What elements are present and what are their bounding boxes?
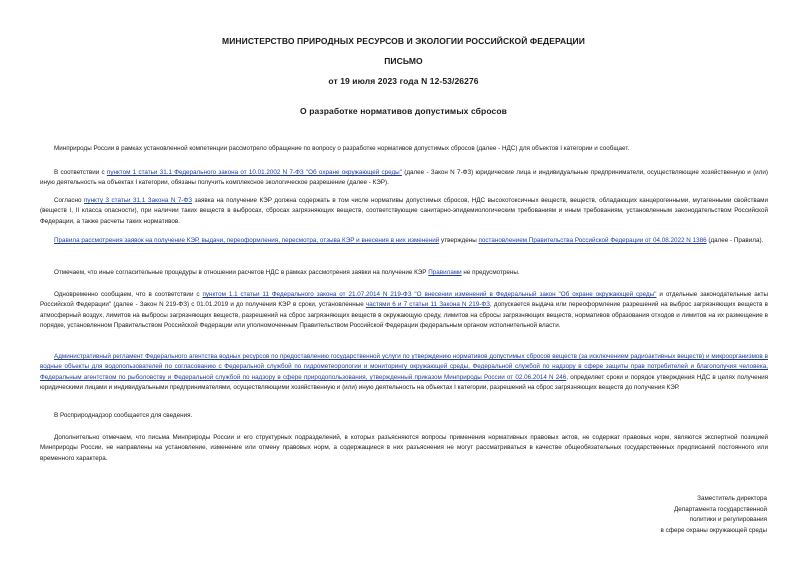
paragraph-2	[40, 168, 768, 189]
paragraph-text: Минприроды России в рамках установленной компетенции рассмотрело обращение по вопросу о разработке нормативов допустимых сбросов (далее - НДС) для объектов I категории и сообщает.	[54, 145, 630, 152]
paragraph-text: не предусмотрены.	[461, 269, 520, 276]
paragraph-3	[40, 196, 768, 227]
signature-line: Заместитель директора	[697, 495, 767, 502]
paragraph-text: (далее - Закон N 7-ФЗ) юридические лица и индивидуальные предприниматели, осуществляющие хозяйственную и (или) иную деятельность на объектах I категории, обязаны получить комплексное экологическое разрешение (далее - КЭР).	[40, 169, 768, 187]
signature-line: политики и регулирования	[689, 516, 767, 524]
paragraph-text: Отмечаем, что иные согласительные процедуры в отношении расчетов НДС в рамках рассмотрения заявки на получение КЭР	[54, 269, 429, 276]
paragraph-4	[40, 236, 768, 246]
paragraph-text: , определяет сроки и порядок утверждения НДС в целях получения юридическими лицами и индивидуальными предпринимателями, осуществляющими хозяйственную и (или) иную деятельность на объектах I категории, разрешений на сброс загрязняющих веществ до получения КЭР.	[40, 373, 768, 392]
paragraph-text: и отдельные законодательные акты Российской Федерации" (далее - Закон N 219-ФЗ) с 01.01.2019 и до получения КЭР в сроки, установленные	[40, 291, 769, 309]
paragraph-9	[40, 433, 768, 464]
rules-short-link[interactable]: Правилами	[428, 269, 462, 276]
paragraph-text: утверждены	[439, 237, 479, 244]
paragraph-8	[40, 411, 768, 421]
paragraph-6	[40, 290, 768, 332]
paragraph-text: заявка на получение КЭР должна содержать в том числе нормативы допустимых сбросов, НДС высокотоксичных веществ, веществ, обладающих канцерогенными, мутагенными свойствами (веществ I, II класса опасности), при наличии таких веществ в выбросах, сбросах загрязняющих веществ, соответствующие санитарно-эпидемиологическим требованиям и иным требованиям, установленным законодательством Российской Федерации, а также расчеты таких нормативов.	[40, 197, 768, 225]
paragraph-5	[40, 268, 768, 278]
ministry-title: МИНИСТЕРСТВО ПРИРОДНЫХ РЕСУРСОВ И ЭКОЛОГИИ РОССИЙСКОЙ ФЕДЕРАЦИИ	[222, 36, 585, 46]
paragraph-text: В соответствии с	[54, 169, 107, 176]
law-link-7fz-art31-1-p1[interactable]: пунктом 1 статьи 31.1 Федерального закона от 10.01.2002 N 7-ФЗ "Об охране окружающей среды"	[106, 169, 402, 176]
paragraph-7	[40, 352, 768, 394]
paragraph-text: (далее - Правила).	[706, 237, 764, 244]
document-type: ПИСЬМО	[384, 56, 423, 66]
law-link-219fz-art11-p1-1[interactable]: пунктом 1.1 статьи 11 Федерального закона от 21.07.2014 N 219-ФЗ "О внесении изменений в Федеральный закон "Об охране окружающей среды"	[202, 291, 657, 298]
paragraph-text: , допускается выдача или переоформление разрешений на выброс загрязняющих веществ в атмосферный воздух, лимитов на выбросы загрязняющих веществ, разрешений на сброс загрязняющих веществ в окружающую среду, лимитов на сбросы загрязняющих веществ, нормативов образования отходов и лимитов на их размещение в порядке, установленном Правительством Российской Федерации или уполномоченным Правительством Российской Федерации федеральным органом исполнительной власти.	[40, 301, 768, 330]
rules-link[interactable]: Правила рассмотрения заявок на получение КЭР, выдачи, переоформления, пересмотра, отзыва КЭР и внесения в них изменений	[54, 237, 440, 244]
document-subject: О разработке нормативов допустимых сбросов	[300, 106, 507, 116]
signature-line: в сфере охраны окружающей среды	[660, 526, 767, 534]
decree-1386-link[interactable]: постановлением Правительства Российской Федерации от 04.08.2022 N 1386	[478, 237, 707, 244]
paragraph-text: В Росприроднадзор сообщается для сведения.	[54, 412, 193, 419]
admin-regulation-link[interactable]: Административный регламент Федерального агентства водных ресурсов по предоставлению государственной услуги по утверждению нормативов допустимых сбросов веществ (за исключением радиоактивных веществ) и микроорганизмов в водные объекты для водопользователей по согласованию с Федеральной службой по гидрометеорологии и мониторингу окружающей среды, Федеральной службой по надзору в сфере защиты прав потребителей и благополучия человека, Федеральным агентством по рыболовству и Федеральной службой по надзору в сфере природопользования, утвержденный приказом Минприроды России от 02.06.2014 N 246	[40, 353, 768, 381]
law-link-219fz-art11-p6-7[interactable]: частями 6 и 7 статьи 11 Закона N 219-ФЗ	[365, 301, 490, 309]
paragraph-text: Согласно	[54, 197, 85, 204]
paragraph-1	[40, 144, 768, 154]
document-date-number: от 19 июля 2023 года N 12-53/26276	[328, 76, 479, 86]
paragraph-text: Одновременно сообщаем, что в соответствии с	[54, 291, 203, 298]
paragraph-text: Дополнительно отмечаем, что письма Минприроды России и его структурных подразделений, в которых разъясняются вопросы применения нормативных правовых актов, не содержат правовых норм, являются экспертной позицией Минприроды России, не направлены на установление, изменение или отмену правовых норм, а содержащиеся в них разъяснения не могут рассматриваться в качестве общеобязательных государственных предписаний постоянного или временного характера.	[40, 434, 768, 462]
law-link-7fz-art31-1-p3[interactable]: пункту 3 статьи 31.1 Закона N 7-ФЗ	[84, 197, 193, 204]
signature-block	[567, 494, 767, 536]
signature-line: Департамента государственной	[674, 505, 767, 513]
